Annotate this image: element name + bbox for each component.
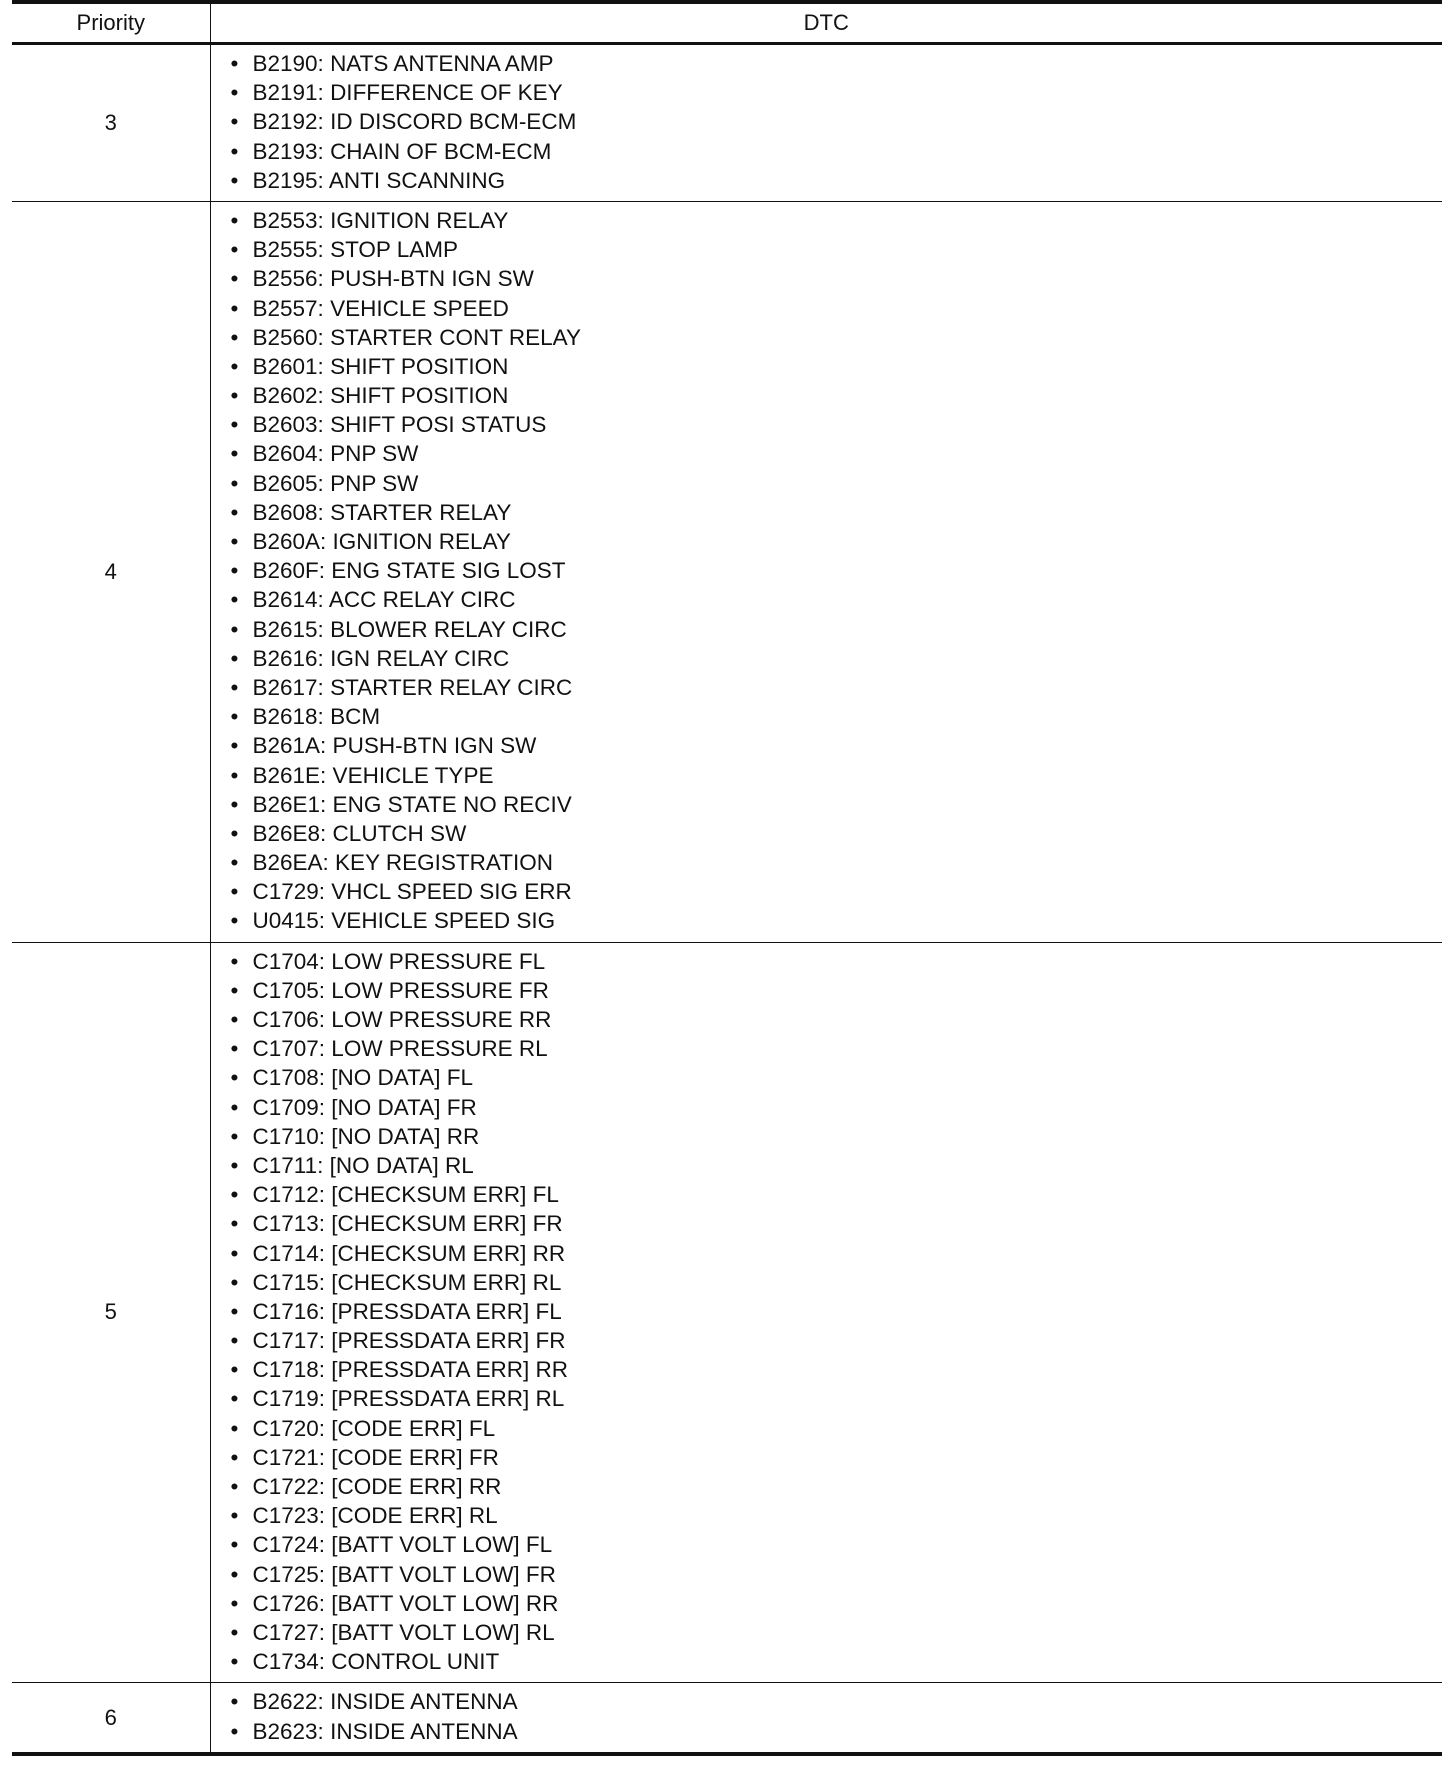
list-item (231, 1122, 1443, 1151)
list-item (231, 1297, 1443, 1326)
list-item (231, 1618, 1443, 1647)
bullet-icon: • (230, 109, 239, 135)
list-item (231, 49, 1443, 78)
bullet-icon: • (230, 1094, 239, 1120)
dtc-code-text: B2608: STARTER RELAY (252, 499, 512, 525)
dtc-priority-document (12, 0, 1442, 1756)
dtc-code-text: B2604: PNP SW (252, 441, 419, 467)
bullet-icon: • (230, 820, 239, 846)
list-item (231, 848, 1443, 877)
bullet-icon: • (230, 499, 239, 525)
table-header-row (12, 2, 1442, 44)
bullet-icon: • (230, 237, 239, 263)
list-item (231, 235, 1443, 264)
dtc-cell (210, 44, 1442, 202)
bullet-icon: • (230, 1298, 239, 1324)
dtc-code-text: C1712: [CHECKSUM ERR] FL (252, 1182, 559, 1208)
list-item (231, 1530, 1443, 1559)
list-item (231, 1209, 1443, 1238)
bullet-icon: • (230, 791, 239, 817)
bullet-icon: • (230, 1036, 239, 1062)
list-item (231, 137, 1443, 166)
list-item (231, 439, 1443, 468)
list-item (231, 819, 1443, 848)
list-item (231, 906, 1443, 935)
dtc-code-list (231, 206, 1443, 936)
list-item (231, 166, 1443, 195)
dtc-code-list (231, 49, 1443, 195)
list-item (231, 615, 1443, 644)
list-item (231, 206, 1443, 235)
bullet-icon: • (230, 1269, 239, 1295)
list-item (231, 264, 1443, 293)
bullet-icon: • (230, 674, 239, 700)
bullet-icon: • (230, 762, 239, 788)
dtc-code-text: C1708: [NO DATA] FL (252, 1065, 473, 1091)
bullet-icon: • (230, 324, 239, 350)
list-item (231, 1005, 1443, 1034)
table-row (12, 1683, 1442, 1754)
list-item (231, 731, 1443, 760)
dtc-code-text: B2614: ACC RELAY CIRC (252, 587, 516, 613)
bullet-icon: • (230, 1503, 239, 1529)
dtc-code-text: B2553: IGNITION RELAY (252, 207, 509, 233)
dtc-code-text: B2615: BLOWER RELAY CIRC (252, 616, 567, 642)
dtc-code-text: B2605: PNP SW (252, 470, 419, 496)
list-item (231, 1093, 1443, 1122)
dtc-code-text: B2616: IGN RELAY CIRC (252, 645, 510, 671)
bullet-icon: • (230, 1182, 239, 1208)
bullet-icon: • (230, 587, 239, 613)
dtc-code-text: U0415: VEHICLE SPEED SIG (252, 908, 556, 934)
bullet-icon: • (230, 529, 239, 554)
list-item (231, 1501, 1443, 1530)
dtc-code-list (231, 947, 1443, 1677)
dtc-code-text: B2622: INSIDE ANTENNA (252, 1689, 518, 1715)
list-item (231, 1414, 1443, 1443)
dtc-code-text: B26E1: ENG STATE NO RECIV (252, 791, 572, 817)
list-item (231, 1443, 1443, 1472)
priority-cell: 4 (12, 201, 210, 942)
bullet-icon: • (230, 1357, 239, 1383)
bullet-icon: • (230, 1718, 239, 1744)
bullet-icon: • (230, 1152, 239, 1178)
dtc-code-text: C1709: [NO DATA] FR (252, 1094, 477, 1120)
table-row (12, 942, 1442, 1683)
list-item (231, 877, 1443, 906)
list-item (231, 78, 1443, 107)
bullet-icon: • (230, 1123, 239, 1149)
bullet-icon: • (230, 51, 239, 76)
dtc-code-text: C1716: [PRESSDATA ERR] FL (252, 1298, 562, 1324)
bullet-icon: • (230, 1007, 239, 1032)
list-item (231, 790, 1443, 819)
list-item (231, 1326, 1443, 1355)
dtc-code-text: B2190: NATS ANTENNA AMP (252, 51, 554, 76)
bullet-icon: • (230, 558, 239, 584)
bullet-icon: • (230, 167, 239, 193)
dtc-cell (210, 942, 1442, 1683)
bullet-icon: • (230, 1386, 239, 1412)
dtc-code-list (231, 1687, 1443, 1745)
bullet-icon: • (230, 1328, 239, 1354)
list-item (231, 469, 1443, 498)
dtc-code-text: C1722: [CODE ERR] RR (252, 1474, 502, 1499)
dtc-code-text: C1727: [BATT VOLT LOW] RL (252, 1619, 555, 1645)
bullet-icon: • (230, 1211, 239, 1237)
list-item (231, 644, 1443, 673)
bullet-icon: • (230, 138, 239, 164)
bullet-icon: • (230, 645, 239, 671)
bullet-icon: • (230, 1532, 239, 1558)
dtc-code-text: B260A: IGNITION RELAY (252, 529, 511, 554)
list-item (231, 498, 1443, 527)
dtc-code-text: C1729: VHCL SPEED SIG ERR (252, 879, 572, 905)
list-item (231, 410, 1443, 439)
bullet-icon: • (230, 1619, 239, 1645)
dtc-code-text: B26E8: CLUTCH SW (252, 820, 467, 846)
list-item (231, 947, 1443, 976)
dtc-code-text: C1707: LOW PRESSURE RL (252, 1036, 548, 1062)
bullet-icon: • (230, 850, 239, 876)
bullet-icon: • (230, 1590, 239, 1616)
list-item (231, 702, 1443, 731)
dtc-code-text: C1723: [CODE ERR] RL (252, 1503, 498, 1529)
dtc-code-text: C1734: CONTROL UNIT (252, 1649, 500, 1675)
dtc-code-text: B2617: STARTER RELAY CIRC (252, 674, 573, 700)
dtc-code-text: B2560: STARTER CONT RELAY (252, 324, 581, 350)
dtc-code-text: C1720: [CODE ERR] FL (252, 1415, 496, 1441)
bullet-icon: • (230, 383, 239, 409)
dtc-code-text: C1706: LOW PRESSURE RR (252, 1007, 552, 1032)
dtc-code-text: B2557: VEHICLE SPEED (252, 295, 509, 321)
dtc-code-text: C1726: [BATT VOLT LOW] RR (252, 1590, 559, 1616)
dtc-code-text: C1704: LOW PRESSURE FL (252, 948, 546, 974)
bullet-icon: • (230, 353, 239, 379)
dtc-code-text: C1717: [PRESSDATA ERR] FR (252, 1328, 566, 1354)
list-item (231, 527, 1443, 556)
bullet-icon: • (230, 879, 239, 905)
dtc-code-text: C1714: [CHECKSUM ERR] RR (252, 1240, 566, 1266)
dtc-code-text: C1713: [CHECKSUM ERR] FR (252, 1211, 563, 1237)
list-item (231, 1239, 1443, 1268)
dtc-code-text: C1725: [BATT VOLT LOW] FR (252, 1561, 556, 1587)
dtc-code-text: B261E: VEHICLE TYPE (252, 762, 494, 788)
list-item (231, 1034, 1443, 1063)
dtc-code-text: C1705: LOW PRESSURE FR (252, 977, 549, 1003)
bullet-icon: • (230, 1649, 239, 1675)
list-item (231, 585, 1443, 614)
list-item (231, 1589, 1443, 1618)
dtc-code-text: C1710: [NO DATA] RR (252, 1123, 480, 1149)
dtc-cell (210, 1683, 1442, 1754)
dtc-code-text: B2618: BCM (252, 704, 381, 730)
bullet-icon: • (230, 1415, 239, 1441)
bullet-icon: • (230, 1474, 239, 1499)
dtc-code-text: C1715: [CHECKSUM ERR] RL (252, 1269, 562, 1295)
bullet-icon: • (230, 1240, 239, 1266)
bullet-icon: • (230, 1561, 239, 1587)
dtc-code-text: B2623: INSIDE ANTENNA (252, 1718, 518, 1744)
list-item (231, 1355, 1443, 1384)
bullet-icon: • (230, 207, 239, 233)
bullet-icon: • (230, 1689, 239, 1715)
dtc-code-text: C1719: [PRESSDATA ERR] RL (252, 1386, 565, 1412)
priority-cell: 5 (12, 942, 210, 1683)
list-item (231, 323, 1443, 352)
dtc-code-text: C1718: [PRESSDATA ERR] RR (252, 1357, 569, 1383)
bullet-icon: • (230, 704, 239, 730)
dtc-code-text: B2192: ID DISCORD BCM-ECM (252, 109, 577, 135)
priority-cell: 6 (12, 1683, 210, 1754)
list-item (231, 1472, 1443, 1501)
table-body (12, 44, 1442, 1754)
dtc-code-text: B2195: ANTI SCANNING (252, 167, 506, 193)
bullet-icon: • (230, 977, 239, 1003)
bullet-icon: • (230, 733, 239, 759)
dtc-code-text: B261A: PUSH-BTN IGN SW (252, 733, 537, 759)
bullet-icon: • (230, 1444, 239, 1470)
dtc-code-text: B2191: DIFFERENCE OF KEY (252, 80, 563, 106)
bullet-icon: • (230, 441, 239, 467)
list-item (231, 673, 1443, 702)
list-item (231, 107, 1443, 136)
bullet-icon: • (230, 412, 239, 438)
dtc-column-header: DTC (803, 10, 849, 35)
list-item (231, 1384, 1443, 1413)
priority-column-header: Priority (12, 2, 210, 44)
dtc-code-text: C1724: [BATT VOLT LOW] FL (252, 1532, 553, 1558)
table-row (12, 201, 1442, 942)
dtc-code-text: C1721: [CODE ERR] FR (252, 1444, 499, 1470)
list-item (231, 1063, 1443, 1092)
dtc-code-text: B2556: PUSH-BTN IGN SW (252, 266, 534, 292)
dtc-code-text: B2555: STOP LAMP (252, 237, 459, 263)
list-item (231, 761, 1443, 790)
dtc-priority-table (12, 0, 1442, 1756)
bullet-icon: • (230, 1065, 239, 1091)
list-item (231, 556, 1443, 585)
bullet-icon: • (230, 295, 239, 321)
list-item (231, 1151, 1443, 1180)
list-item (231, 352, 1443, 381)
table-row (12, 44, 1442, 202)
dtc-code-text: C1711: [NO DATA] RL (252, 1152, 474, 1178)
bullet-icon: • (230, 80, 239, 106)
dtc-cell (210, 201, 1442, 942)
list-item (231, 1560, 1443, 1589)
list-item (231, 1717, 1443, 1746)
list-item (231, 1647, 1443, 1676)
list-item (231, 294, 1443, 323)
bullet-icon: • (230, 908, 239, 934)
list-item (231, 1180, 1443, 1209)
bullet-icon: • (230, 616, 239, 642)
list-item (231, 381, 1443, 410)
bullet-icon: • (230, 266, 239, 292)
priority-cell: 3 (12, 44, 210, 202)
list-item (231, 1687, 1443, 1716)
dtc-code-text: B2603: SHIFT POSI STATUS (252, 412, 547, 438)
dtc-code-text: B2193: CHAIN OF BCM-ECM (252, 138, 552, 164)
dtc-code-text: B2601: SHIFT POSITION (252, 353, 509, 379)
bullet-icon: • (230, 948, 239, 974)
list-item (231, 1268, 1443, 1297)
dtc-code-text: B26EA: KEY REGISTRATION (252, 850, 554, 876)
dtc-code-text: B2602: SHIFT POSITION (252, 383, 509, 409)
dtc-code-text: B260F: ENG STATE SIG LOST (252, 558, 566, 584)
list-item (231, 976, 1443, 1005)
bullet-icon: • (230, 470, 239, 496)
